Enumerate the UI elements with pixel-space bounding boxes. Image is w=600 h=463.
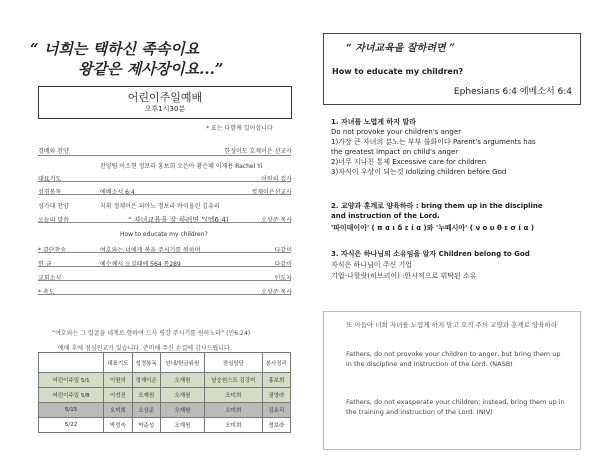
program-item-right: 정재이은선교사: [251, 189, 292, 196]
schedule-cell: 정보라: [262, 418, 290, 433]
quote-nasb: Fathers, do not provoke your children to anger, but bring them up in the discipline and instruction of the Lord. (NASB): [346, 350, 561, 368]
program-item-right: 한성이도 호재이은 선교사: [224, 148, 292, 155]
schedule-cell: 박정숙: [104, 418, 132, 433]
program-item-middle: How to educate my children?: [120, 231, 208, 238]
point-1-line: the greatest impact on child's anger: [331, 148, 459, 156]
point-1-line: 1)가장 큰 자녀의 분노는 부부 불화이다 Parent's arguments has: [331, 138, 536, 146]
program-divider: [38, 266, 291, 267]
program-item-middle: 찬양팀 이소현 정보라 홍보희 오은아 황은혜 이재용 Rachel Yi: [100, 163, 263, 170]
schedule-cell: 이원의: [104, 373, 132, 388]
program-item-label: 대표기도: [38, 176, 62, 183]
service-title: 어린이주일예배: [127, 91, 203, 104]
program-item-right: 오상준 목사: [261, 217, 292, 224]
quote-korean: 또 아들아 너희 자녀를 노엽게 하지 말고 오직 주의 교양과 훈계로 양육하라: [346, 321, 558, 329]
sermon-title-box: [323, 33, 581, 105]
program-item-label: 헌 금: [38, 261, 52, 268]
stand-note: * 표는 다함께 일어섭니다: [206, 125, 273, 132]
point-2-line: and instruction of the Lord.: [331, 212, 440, 220]
schedule-row: [39, 418, 291, 433]
schedule-logo: 예배담당: [39, 353, 104, 373]
schedule-cell: 오재원: [132, 388, 160, 403]
program-divider: [38, 181, 291, 182]
schedule-date: 어린이주일 5/1: [39, 373, 104, 388]
schedule-cell: 오재원: [160, 418, 204, 433]
schedule-header: 성경봉독: [132, 353, 160, 373]
schedule-cell: 오상준: [132, 403, 160, 418]
program-item-middle: 여호와는 너에게 복을 주시기를 원하며: [100, 247, 201, 254]
lunch-note: 예배 후에 점심친교가 있습니다. 준비해 주신 손길에 감사드립니다.: [58, 345, 232, 352]
schedule-cell: 권영라: [262, 388, 290, 403]
schedule-cell: 오재원: [160, 388, 204, 403]
schedule-header: 안내/헌금위원: [160, 353, 204, 373]
schedule-cell: 이성진: [104, 388, 132, 403]
schedule-date: 어린이주일 5/8: [39, 388, 104, 403]
point-3-line: 기업-나할랏(히브리어) :한시적으로 위탁된 소유: [331, 272, 477, 280]
program-divider: [38, 252, 291, 253]
schedule-cell: 오미희: [205, 403, 263, 418]
program-item-label: 교회소식: [38, 275, 62, 282]
program-item-label: 성경봉독: [38, 189, 62, 196]
program-divider: [38, 155, 291, 156]
program-item-middle: 지휘 정재이은 피아노 정보라 바이올린 김유리: [100, 203, 220, 210]
program-item-right: 이원의 집사: [261, 176, 292, 183]
point-3-title: 3. 자식은 하나님의 소유임을 알자 Children belong to God: [331, 250, 530, 258]
point-1-line: 3)자식이 우상이 되는것 Idolizing children before God: [331, 168, 507, 176]
program-item-label: * 결단찬송: [38, 247, 67, 254]
header-line-2: 왕같은 제사장이요...”: [78, 60, 224, 78]
program-divider: [38, 194, 291, 195]
quote-niv: Fathers, do not exasperate your children; instead, bring them up in the training and instruction of the Lord. (NIV): [346, 398, 565, 416]
schedule-cell: 남숭원스트 김강미: [205, 373, 263, 388]
program-item-right: 인도자: [274, 275, 292, 282]
schedule-cell: 오미희: [205, 388, 263, 403]
schedule-cell: 오재원: [160, 403, 204, 418]
program-item-middle: “ 자녀교육을 잘 하려면 ”(엡6:4): [128, 216, 229, 224]
schedule-cell: 오미희: [104, 403, 132, 418]
sermon-title: “ 자녀교육을 잘하려면 ”: [346, 43, 455, 54]
service-time: 오후1시30분: [144, 105, 186, 113]
schedule-cell: 김유리: [262, 403, 290, 418]
point-2-title: 2. 교양과 훈계로 양육하라 : bring them up in the discipline: [331, 202, 543, 210]
program-item-label: 경배와 찬양: [38, 148, 69, 155]
program-item-right: 오상준 목사: [261, 289, 292, 296]
schedule-header: 봉사정리: [262, 353, 290, 373]
point-1-line: Do not provoke your children's anger: [331, 128, 461, 136]
schedule-row: [39, 403, 291, 418]
schedule-date: 5/15: [39, 403, 104, 418]
program-item-label: 오늘의 말씀: [38, 217, 69, 224]
program-divider: [38, 222, 291, 223]
schedule-cell: 홍보희: [262, 373, 290, 388]
schedule-date: 5/22: [39, 418, 104, 433]
point-2-line: '파이데이아' ( π α ι δ ε ί α )와 '누떼시아' ( ν ο υ θ ε σ ί α ): [331, 224, 535, 232]
schedule-row: [39, 373, 291, 388]
program-item-label: 성가대 찬양: [38, 203, 69, 210]
schedule-table: [38, 352, 291, 433]
scripture-quote-box: [323, 311, 581, 450]
schedule-cell: 오재원: [160, 373, 204, 388]
schedule-header: 점심담당: [205, 353, 263, 373]
header-line-1: “ 너희는 택하신 족속이요: [30, 40, 200, 58]
schedule-cell: 정재이은: [132, 373, 160, 388]
schedule-header: 대표기도: [104, 353, 132, 373]
program-item-middle: 예수께서 오실때에 564 통289: [100, 261, 181, 268]
schedule-cell: 오미희: [205, 418, 263, 433]
schedule-row: [39, 388, 291, 403]
program-item-right: 다같이: [274, 247, 292, 254]
program-item-label: * 축도: [38, 289, 55, 296]
schedule-cell: 박준성: [132, 418, 160, 433]
program-item-middle: 에베소서 6:4: [100, 189, 135, 196]
point-1-title: 1. 자녀를 노엽게 하지 말라: [331, 118, 416, 126]
sermon-english-title: How to educate my children?: [332, 67, 464, 76]
verse-note: “여호와는 그 얼굴을 네게로 향하여 드사 평강 주시기를 원하노라” (민6:24): [52, 330, 251, 337]
point-3-line: 자식은 하나님이 주신 기업: [331, 261, 413, 269]
service-title-box: [38, 86, 292, 119]
point-1-line: 2)너무 지나친 통제 Excessive care for children: [331, 158, 487, 166]
scripture-reference: Ephesians 6:4 에베소서 6:4: [453, 87, 572, 97]
program-item-right: 다같이: [274, 261, 292, 268]
program-divider: [38, 280, 291, 281]
program-divider: [38, 294, 291, 295]
